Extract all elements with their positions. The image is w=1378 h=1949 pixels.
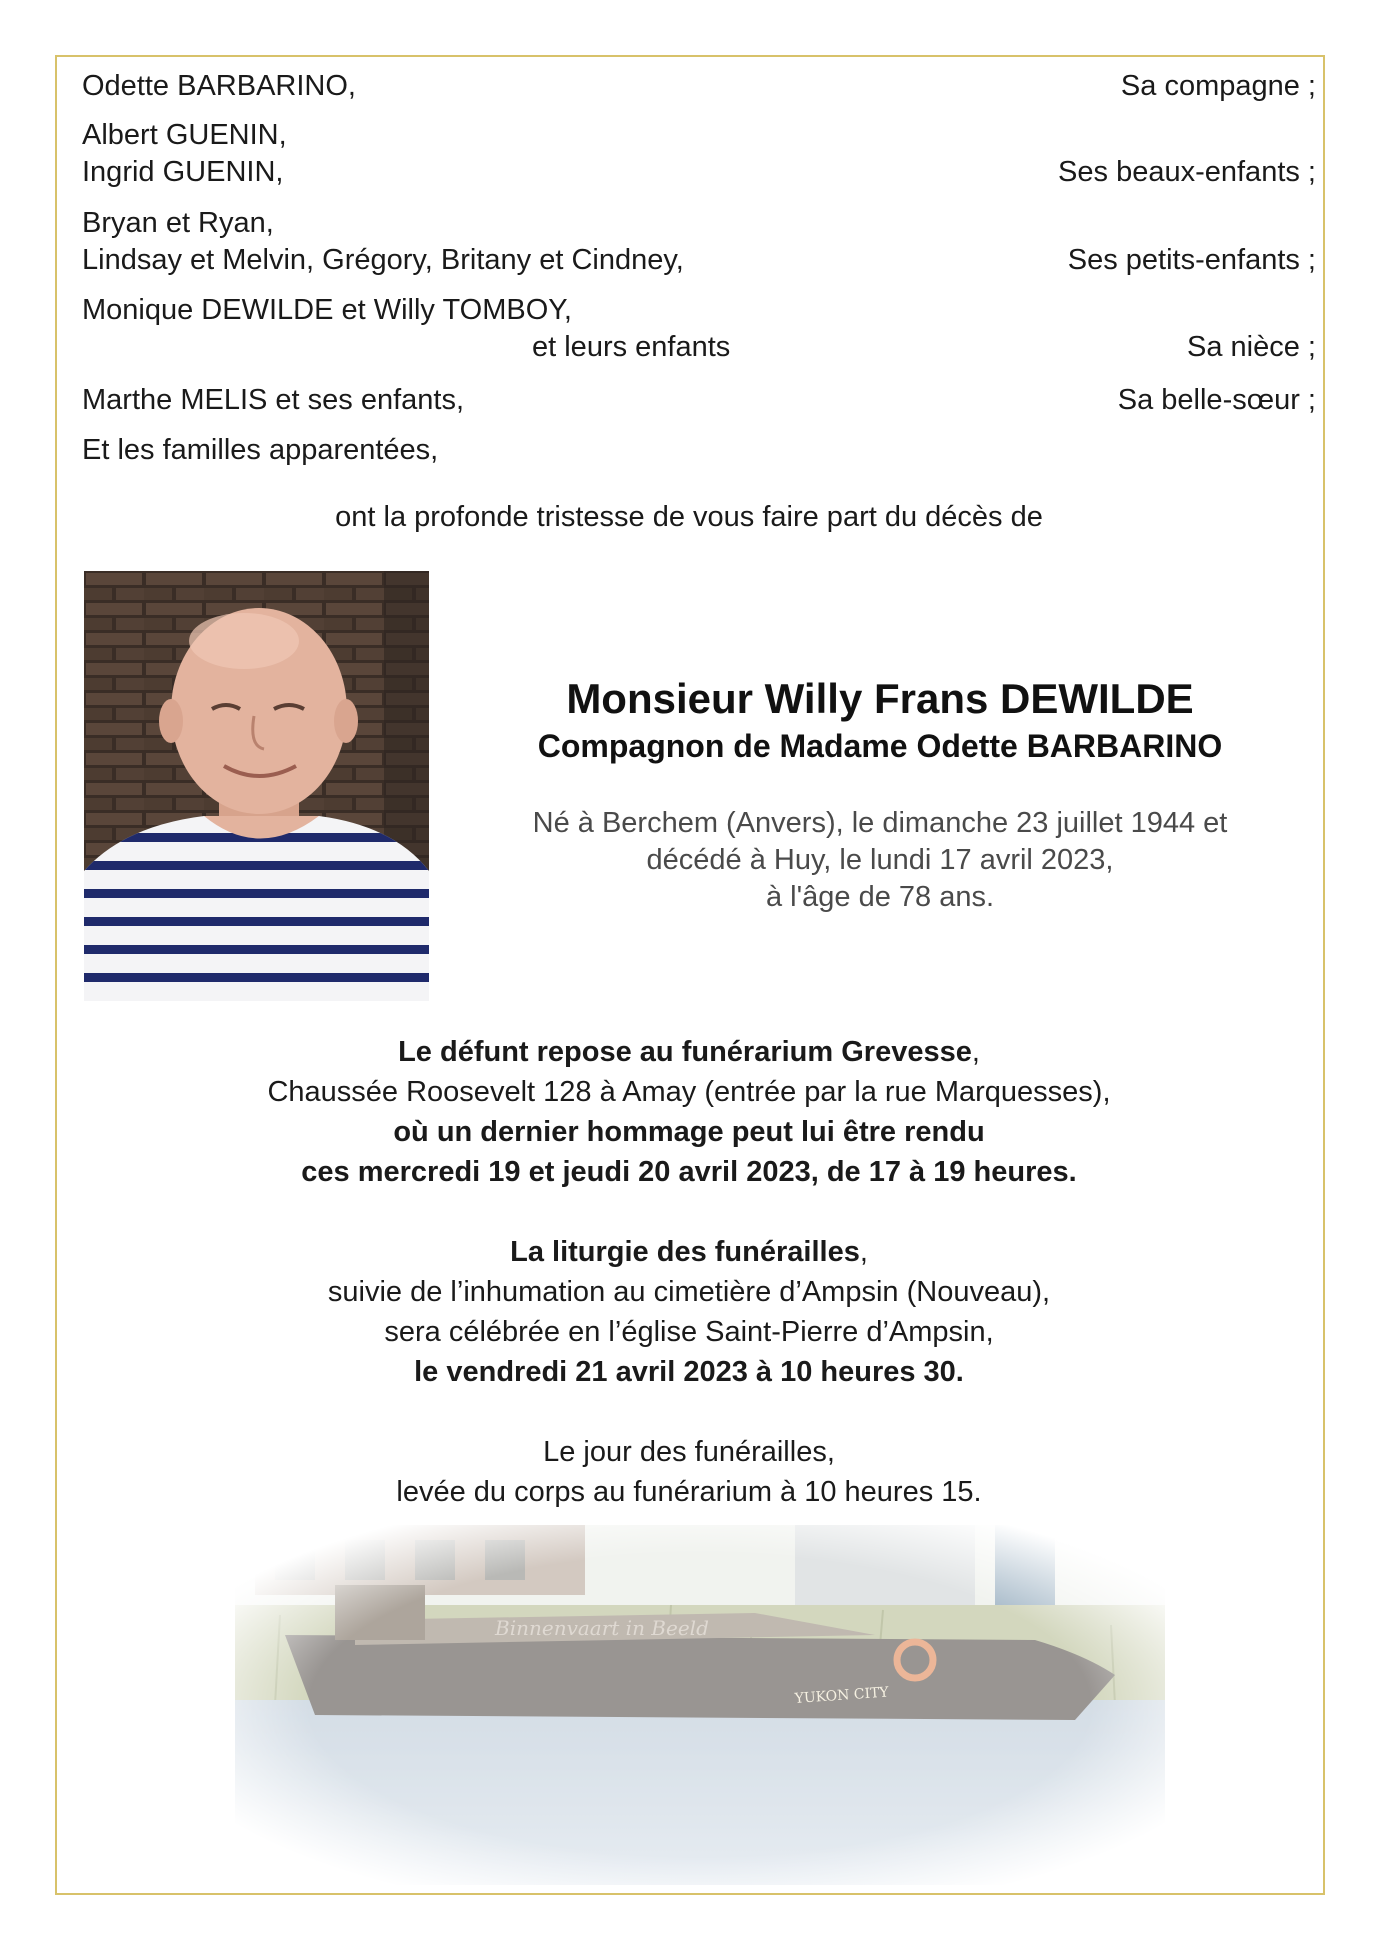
funeral-block	[60, 1232, 1318, 1392]
visitation-heading: Le défunt repose au funérarium Grevesse	[398, 1036, 972, 1068]
family-entry-companion	[82, 68, 1316, 105]
family-entry-relatives	[82, 432, 1316, 469]
funeral-church: sera célébrée en l’église Saint-Pierre d’Ampsin,	[384, 1316, 994, 1348]
punctuation: ,	[859, 1236, 868, 1268]
birth-death-details	[450, 805, 1310, 916]
barge-photo	[235, 1525, 1165, 1885]
family-name: et leurs enfants	[532, 331, 731, 363]
family-name: Ingrid GUENIN,	[82, 156, 284, 188]
deceased-subtitle: Compagnon de Madame Odette BARBARINO	[537, 728, 1223, 764]
age-line: à l'âge de 78 ans.	[765, 881, 995, 913]
family-name: Marthe MELIS et ses enfants,	[82, 384, 465, 416]
family-relation: Sa belle-sœur ;	[1117, 384, 1316, 416]
family-relation: Ses petits-enfants ;	[1067, 244, 1316, 276]
family-entry-grandchildren	[82, 205, 1316, 279]
funeral-date: le vendredi 21 avril 2023 à 10 heures 30.	[414, 1356, 964, 1388]
family-entry-sister-in-law	[82, 382, 1316, 419]
funeral-heading: La liturgie des funérailles	[510, 1236, 860, 1268]
visitation-tribute: où un dernier hommage peut lui être rendu	[393, 1116, 985, 1148]
family-relation: Sa compagne ;	[1120, 70, 1316, 102]
family-name: Bryan et Ryan,	[82, 207, 274, 239]
family-entry-stepchildren	[82, 117, 1316, 191]
family-name: Albert GUENIN,	[82, 119, 287, 151]
family-name: Lindsay et Melvin, Grégory, Britany et Cindney,	[82, 244, 684, 276]
family-relation: Sa nièce ;	[1187, 331, 1316, 363]
visitation-block	[60, 1032, 1318, 1192]
death-line: décédé à Huy, le lundi 17 avril 2023,	[646, 844, 1114, 876]
birth-line: Né à Berchem (Anvers), le dimanche 23 juillet 1944 et	[532, 807, 1228, 839]
family-relation: Ses beaux-enfants ;	[1058, 156, 1316, 188]
family-name: Odette BARBARINO,	[82, 70, 356, 102]
family-name: Monique DEWILDE et Willy TOMBOY,	[82, 294, 572, 326]
family-name: Et les familles apparentées,	[82, 434, 439, 466]
portrait-photo	[84, 571, 429, 1001]
funeral-day-heading: Le jour des funérailles,	[543, 1436, 835, 1468]
visitation-address: Chaussée Roosevelt 128 à Amay (entrée par la rue Marquesses),	[267, 1076, 1111, 1108]
deceased-name: Monsieur Willy Frans DEWILDE	[566, 675, 1194, 722]
visitation-dates: ces mercredi 19 et jeudi 20 avril 2023, de 17 à 19 heures.	[301, 1156, 1077, 1188]
funeral-burial: suivie de l’inhumation au cimetière d’Ampsin (Nouveau),	[327, 1276, 1051, 1308]
funeral-day-block	[60, 1432, 1318, 1512]
body-departure: levée du corps au funérarium à 10 heures 15.	[396, 1476, 982, 1508]
intro-text: ont la profonde tristesse de vous faire part du décès de	[335, 501, 1043, 533]
punctuation: ,	[971, 1036, 980, 1068]
family-entry-niece	[82, 292, 1316, 366]
